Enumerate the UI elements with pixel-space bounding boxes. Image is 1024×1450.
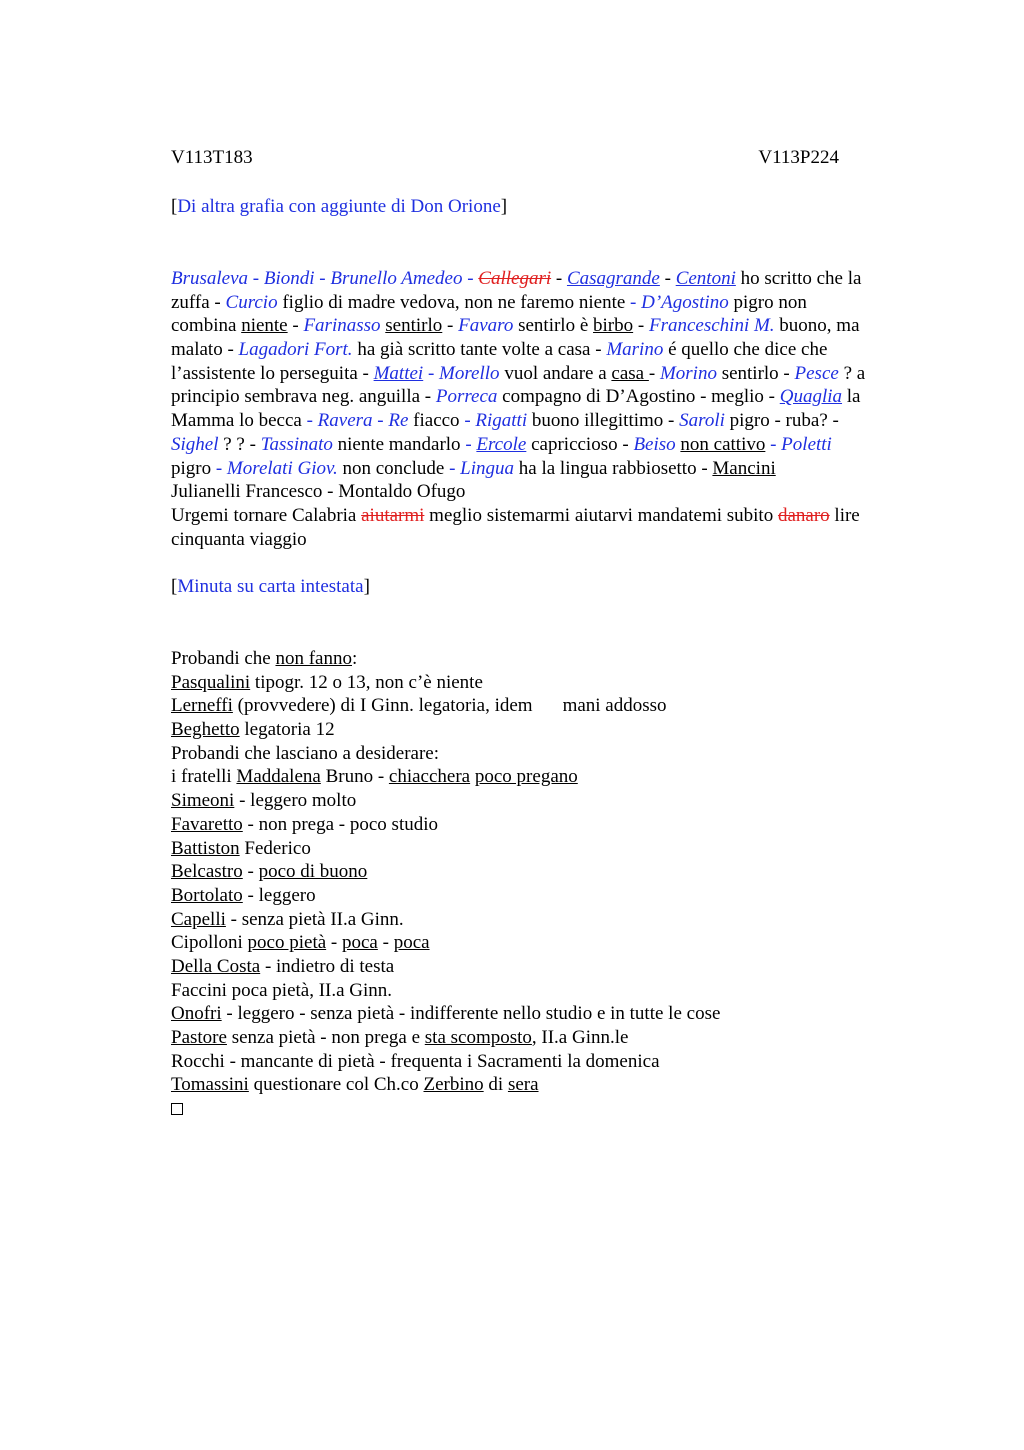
underlined-name: Capelli xyxy=(171,908,226,930)
text: - indietro di testa xyxy=(260,955,395,977)
text-line xyxy=(171,457,931,481)
name: Farinasso xyxy=(303,315,381,337)
underlined-name: Centoni xyxy=(675,268,736,289)
text-line xyxy=(171,433,931,457)
underlined-text: birbo xyxy=(593,315,634,337)
text: - xyxy=(648,362,660,384)
text: principio sembrava neg. anguilla - xyxy=(171,386,436,408)
text: questionare col Ch.co xyxy=(248,1074,424,1096)
text-line xyxy=(171,789,931,813)
text-line xyxy=(171,647,931,671)
underlined-name: Ercole xyxy=(476,433,527,455)
name: Porreca xyxy=(435,386,498,408)
text-line xyxy=(171,291,931,315)
note-bracket-open: [ xyxy=(171,196,178,217)
text-line xyxy=(171,931,931,955)
name: Favaro xyxy=(458,315,514,337)
editorial-note-2 xyxy=(171,576,370,598)
text: Rocchi - mancante di pietà - frequenta i Sacramenti la domenica xyxy=(171,1050,660,1072)
name: Morino xyxy=(659,362,717,384)
underlined-text: non fanno xyxy=(275,648,352,669)
underlined-text: niente xyxy=(241,315,288,337)
underlined-name: Zerbino xyxy=(423,1074,484,1096)
text: malato - xyxy=(171,339,239,361)
name: - Morello xyxy=(423,362,500,384)
text: ha già scritto tante volte a casa - xyxy=(352,339,607,361)
text: lire xyxy=(829,504,860,526)
name: - Rigatti xyxy=(464,410,528,432)
note-text: Di altra grafia con aggiunte di Don Orione xyxy=(177,196,501,217)
text-line xyxy=(171,314,931,338)
text: - xyxy=(442,315,459,337)
text: - xyxy=(287,315,304,337)
text-line xyxy=(171,955,931,979)
text-line xyxy=(171,742,931,766)
text: - xyxy=(465,433,477,455)
note-bracket-close: ] xyxy=(500,196,508,217)
text: é quello che dice che xyxy=(663,339,828,361)
text: - non prega - poco studio xyxy=(242,813,438,835)
editorial-note-1 xyxy=(171,196,507,218)
text: vuol andare a xyxy=(499,362,612,384)
text-line xyxy=(171,694,931,718)
struck-text: aiutarmi xyxy=(361,504,425,526)
text: niente mandarlo xyxy=(332,433,466,455)
underlined-name: Quaglia xyxy=(779,386,843,408)
underlined-name: Simeoni xyxy=(171,790,235,812)
checkbox-icon xyxy=(171,1103,183,1115)
text-line xyxy=(171,362,931,386)
name: - Morelati Giov. xyxy=(215,457,338,479)
name: - D’Agostino xyxy=(630,291,729,313)
document-code-left: V113T183 xyxy=(171,147,253,168)
underlined-text: sentirlo xyxy=(385,315,443,337)
text: sentirlo - xyxy=(716,362,795,384)
text: buono illegittimo - xyxy=(527,410,680,432)
text: buono, ma xyxy=(774,315,860,337)
text: sentirlo è xyxy=(513,315,594,337)
text-line xyxy=(171,837,931,861)
text: l’assistente lo perseguita - xyxy=(171,362,374,384)
underlined-name: Bortolato xyxy=(171,884,243,906)
text-line xyxy=(171,979,931,1003)
text: - leggero - senza pietà - indifferente nello studio e in tutte le cose xyxy=(221,1003,721,1025)
handwritten-notes-paragraph xyxy=(171,267,931,551)
text: meglio sistemarmi aiutarvi mandatemi subito xyxy=(424,504,778,526)
text: tipogr. 12 o 13, non c’è niente xyxy=(250,671,483,693)
underlined-name: Mattei xyxy=(373,362,424,384)
text: - xyxy=(551,268,567,289)
document-code-right: V113P224 xyxy=(758,147,839,168)
text: Probandi che lasciano a desiderare: xyxy=(171,742,439,764)
text: figlio di madre vedova, non ne faremo niente xyxy=(277,291,631,313)
text: - xyxy=(659,268,676,289)
name: Lagadori Fort. xyxy=(238,339,353,361)
text: (provvedere) di I Ginn. legatoria, idem xyxy=(232,695,533,717)
name: - Poletti xyxy=(765,433,832,455)
text: Faccini poca pietà, II.a Ginn. xyxy=(171,979,393,1001)
name: Marino xyxy=(606,339,664,361)
underlined-text: Mancini xyxy=(712,457,776,479)
text: - leggero xyxy=(242,884,316,906)
text: Federico xyxy=(239,837,311,859)
text-line xyxy=(171,1026,931,1050)
text-line xyxy=(171,1097,931,1121)
text: compagno di D’Agostino - meglio - xyxy=(497,386,780,408)
underlined-name: Pastore xyxy=(171,1027,227,1048)
underlined-text: sera xyxy=(507,1074,539,1096)
underlined-name: Belcastro xyxy=(171,861,243,883)
text-line xyxy=(171,1073,931,1097)
text: ? ? - xyxy=(218,433,261,455)
text-line xyxy=(171,504,931,528)
text-line xyxy=(171,765,931,789)
text: - xyxy=(633,315,649,337)
text: Mamma lo becca xyxy=(171,410,307,432)
text: ha la lingua rabbiosetto - xyxy=(514,457,713,479)
underlined-text: poco di buono xyxy=(258,861,368,883)
underlined-text: poco pietà xyxy=(247,932,327,954)
text: ? a xyxy=(838,362,866,384)
text: i fratelli xyxy=(171,766,237,788)
struck-text: danaro xyxy=(777,504,830,526)
text: - leggero molto xyxy=(234,790,357,812)
text-line xyxy=(171,338,931,362)
underlined-name: Beghetto xyxy=(171,719,240,741)
text: combina xyxy=(171,315,242,337)
text: Julianelli Francesco - Montaldo Ofugo xyxy=(171,481,466,503)
name: Curcio xyxy=(225,291,278,313)
name: - Lingua xyxy=(449,457,515,479)
text: Cipolloni xyxy=(171,932,248,954)
draft-notes-paragraph xyxy=(171,647,931,1121)
underlined-text: casa xyxy=(611,362,649,384)
note-bracket-close: ] xyxy=(363,576,370,597)
underlined-name: Della Costa xyxy=(171,955,261,977)
text-line xyxy=(171,528,931,552)
text: zuffa - xyxy=(171,291,226,313)
name-list: Brusaleva - Biondi - Brunello Amedeo - xyxy=(171,268,479,289)
text: - senza pietà II.a Ginn. xyxy=(225,908,404,930)
text-line xyxy=(171,1050,931,1074)
underlined-name: Favaretto xyxy=(171,813,243,835)
underlined-text: poca xyxy=(341,932,378,954)
underlined-text: poco pregano xyxy=(474,766,578,788)
text: fiacco xyxy=(408,410,465,432)
text: capriccioso - xyxy=(526,433,634,455)
text-line xyxy=(171,884,931,908)
note-text: Minuta su carta intestata xyxy=(177,576,364,597)
text: ho scritto che la xyxy=(735,268,862,289)
text-line xyxy=(171,718,931,742)
name: Saroli xyxy=(679,410,725,432)
text: di xyxy=(483,1074,508,1096)
underlined-name: Lerneffi xyxy=(171,695,233,717)
text-line xyxy=(171,480,931,504)
text-line xyxy=(171,860,931,884)
underlined-text: poca xyxy=(393,932,430,954)
name: - Ravera - Re xyxy=(306,410,409,432)
text-line xyxy=(171,385,931,409)
underlined-text: sta scomposto xyxy=(424,1027,532,1048)
underlined-text: chiacchera xyxy=(388,766,471,788)
name: Pesce xyxy=(794,362,839,384)
text-line xyxy=(171,267,931,291)
text: - xyxy=(326,932,342,954)
name: Tassinato xyxy=(260,433,333,455)
text: non conclude xyxy=(337,457,450,479)
underlined-name: Casagrande xyxy=(566,268,660,289)
text: cinquanta viaggio xyxy=(171,528,307,550)
struck-name: Callegari xyxy=(478,268,552,289)
underlined-name: Onofri xyxy=(171,1003,222,1025)
text: pigro - ruba? - xyxy=(724,410,839,432)
text-line xyxy=(171,1002,931,1026)
text: legatoria 12 xyxy=(239,719,335,741)
text: pigro non xyxy=(728,291,807,313)
underlined-name: Battiston xyxy=(171,837,240,859)
text: : xyxy=(352,648,358,669)
document-header xyxy=(171,147,839,169)
text: - xyxy=(242,861,259,883)
text: pigro xyxy=(171,457,216,479)
text: mani addosso xyxy=(562,695,667,717)
text: Probandi che xyxy=(171,648,276,669)
text: la xyxy=(842,386,861,408)
text-line xyxy=(171,409,931,433)
underlined-text: non cattivo xyxy=(680,433,766,455)
underlined-name: Tomassini xyxy=(171,1074,249,1096)
name: Beiso xyxy=(633,433,676,455)
text: Urgemi tornare Calabria xyxy=(171,504,362,526)
text-line xyxy=(171,671,931,695)
name: Franceschini M. xyxy=(648,315,775,337)
note-bracket-open: [ xyxy=(171,576,178,597)
underlined-name: Pasqualini xyxy=(171,671,251,693)
text-line xyxy=(171,908,931,932)
underlined-name: Maddalena xyxy=(236,766,321,788)
name: Sighel xyxy=(171,433,219,455)
text: , II.a Ginn.le xyxy=(531,1027,629,1048)
text: Bruno - xyxy=(320,766,389,788)
text: senza pietà - non prega e xyxy=(226,1027,425,1048)
text-line xyxy=(171,813,931,837)
text: - xyxy=(377,932,394,954)
